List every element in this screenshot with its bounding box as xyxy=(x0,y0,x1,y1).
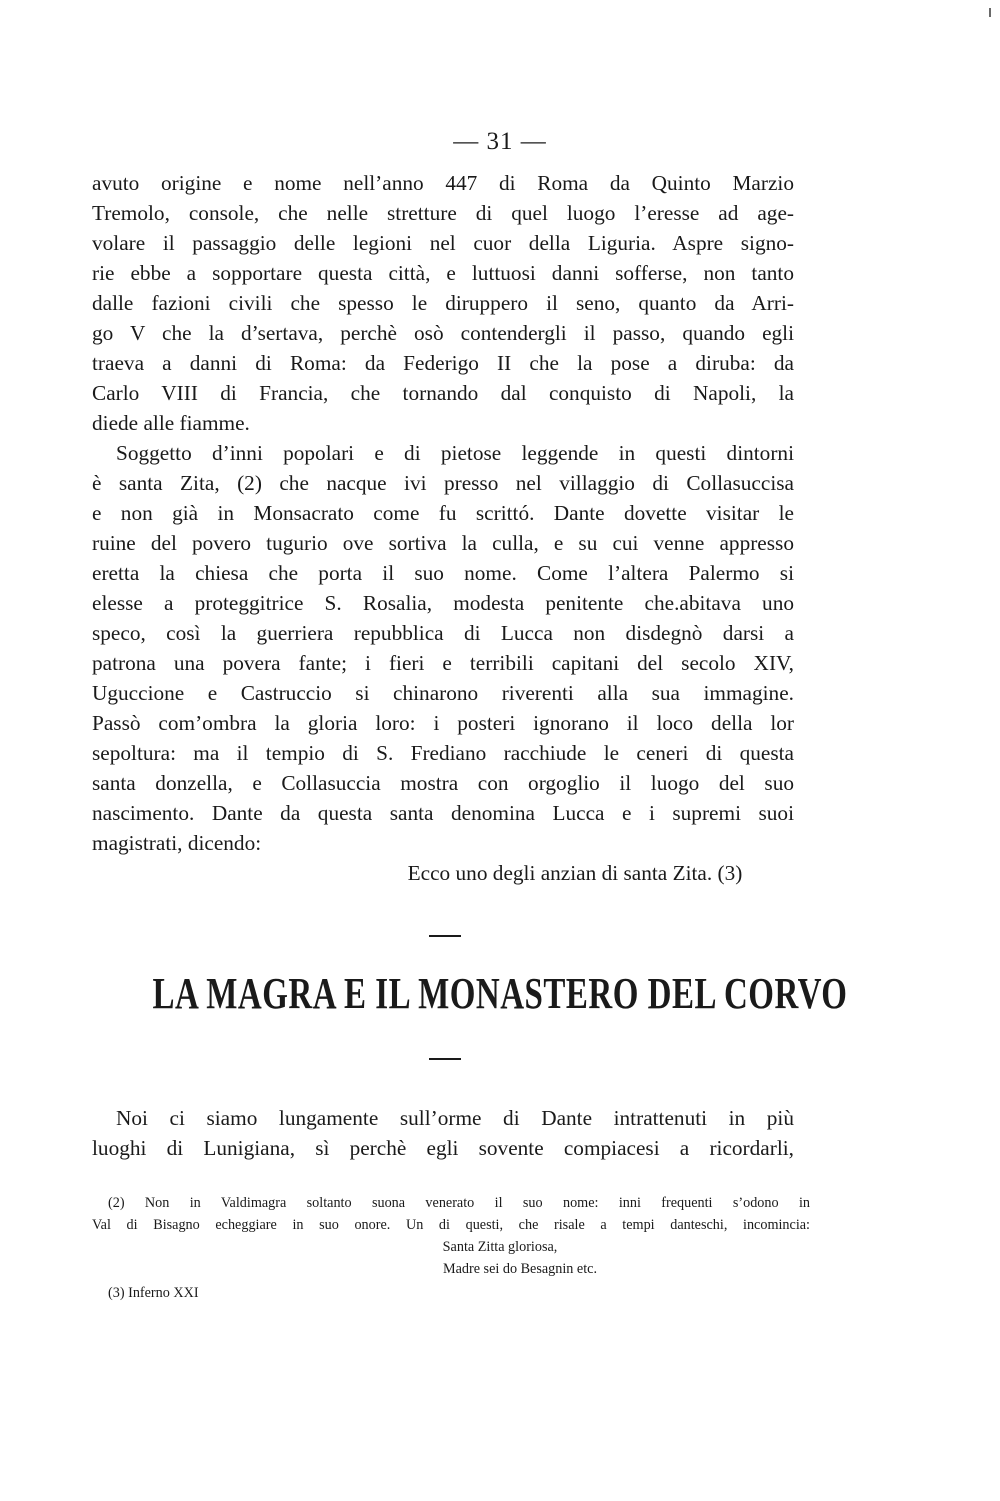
text-line: Tremolo, console, che nelle stretture di quel luogo l’eresse ad age- xyxy=(92,201,794,225)
text-line: santa donzella, e Collasuccia mostra con orgoglio il luogo del suo xyxy=(92,771,794,795)
text-line: è santa Zita, (2) che nacque ivi presso nel villaggio di Collasuccisa xyxy=(92,471,794,495)
text-line: patrona una povera fante; i fieri e terribili capitani del secolo XIV, xyxy=(92,651,794,675)
text-line: luoghi di Lunigiana, sì perchè egli sovente compiacesi a ricordarli, xyxy=(92,1136,794,1160)
section-rule-bottom xyxy=(429,1058,461,1060)
page-number: — 31 — xyxy=(453,128,547,155)
text-line: rie ebbe a sopportare questa città, e luttuosi danni sofferse, non tanto xyxy=(92,261,794,285)
section-rule-top xyxy=(429,935,461,937)
text-line: nascimento. Dante da questa santa denomina Lucca e i supremi suoi xyxy=(92,801,794,825)
text-line: speco, così la guerriera repubblica di Lucca non disdegnò darsi a xyxy=(92,621,794,645)
text-line: traeva a danni di Roma: da Federigo II che la pose a diruba: da xyxy=(92,351,794,375)
text-line: elesse a proteggitrice S. Rosalia, modesta penitente che.abitava uno xyxy=(92,591,794,615)
text-line: ruine del povero tugurio ove sortiva la culla, e su cui venne appresso xyxy=(92,531,794,555)
footnote-2-verse: Santa Zitta gloriosa, xyxy=(442,1239,558,1255)
text-line: volare il passaggio delle legioni nel cuor della Liguria. Aspre signo- xyxy=(92,231,794,255)
text-line: Noi ci siamo lungamente sull’orme di Dante intrattenuti in più xyxy=(116,1106,794,1130)
text-line: magistrati, dicendo: xyxy=(92,831,262,855)
text-line: avuto origine e nome nell’anno 447 di Roma da Quinto Marzio xyxy=(92,171,794,195)
text-line: Soggetto d’inni popolari e di pietose leggende in questi dintorni xyxy=(116,441,794,465)
footnote-2-verse: Madre sei do Besagnin etc. xyxy=(442,1261,598,1277)
text-line: Uguccione e Castruccio si chinarono riverenti alla sua immagine. xyxy=(92,681,794,705)
footnote-2-line: (2) Non in Valdimagra soltanto suona venerato il suo nome: inni frequenti s’odono in xyxy=(108,1195,810,1211)
quoted-verse: Ecco uno degli anzian di santa Zita. (3) xyxy=(407,861,743,885)
text-line: e non già in Monsacrato come fu scrittó. Dante dovette visitar le xyxy=(92,501,794,525)
text-line: Passò com’ombra la gloria loro: i posteri ignorano il loco della lor xyxy=(92,711,794,735)
text-line: diede alle fiamme. xyxy=(92,411,250,435)
footnote-2-line: Val di Bisagno echeggiare in suo onore. Un di questi, che risale a tempi danteschi, incomincia: xyxy=(92,1217,810,1233)
scan-edge-mark xyxy=(989,8,991,17)
footnote-3: (3) Inferno XXI xyxy=(108,1285,199,1301)
text-line: sepoltura: ma il tempio di S. Frediano racchiude le ceneri di questa xyxy=(92,741,794,765)
text-line: Carlo VIII di Francia, che tornando dal conquisto di Napoli, la xyxy=(92,381,794,405)
text-line: eretta la chiesa che porta il suo nome. Come l’altera Palermo si xyxy=(92,561,794,585)
text-line: dalle fazioni civili che spesso le diruppero il seno, quanto da Arri- xyxy=(92,291,794,315)
text-line: go V che la d’sertava, perchè osò contendergli il passo, quando egli xyxy=(92,321,794,345)
chapter-heading: LA MAGRA E IL MONASTERO DEL CORVO xyxy=(152,970,848,1019)
